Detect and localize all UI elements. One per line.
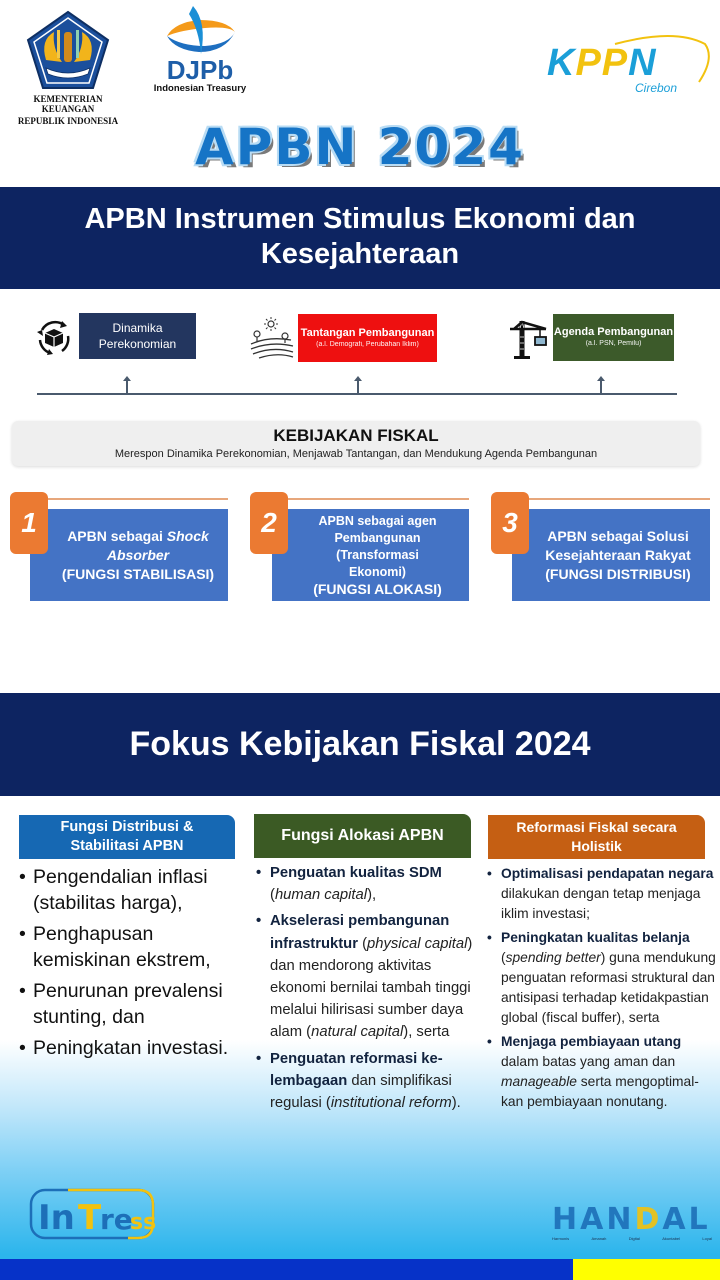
card2-accent-line [272, 498, 469, 500]
timeline-agenda-pembangunan: Agenda Pembangunan (a.l. PSN, Pemilu) [553, 314, 674, 361]
function-number-3: 3 [491, 492, 529, 554]
list-item: • Penghapusan kemiskinan ekstrem, [19, 921, 244, 973]
column-header-distribusi-stabilitasi: Fungsi Distribusi & Stabilitasi APBN [19, 815, 235, 859]
kemenkeu-emblem-icon [26, 10, 110, 92]
kppn-logo [545, 30, 715, 100]
timeline-arrow-3 [600, 378, 602, 394]
card3-accent-line [512, 498, 710, 500]
handal-logo: HANDAL Harmonis Amanah Digital Akuntabel Loyal [552, 1202, 712, 1241]
function-card-stabilisasi: APBN sebagai Shock Absorber (FUNGSI STABILISASI) [30, 509, 228, 601]
kemenkeu-logo [8, 10, 128, 126]
column-header-alokasi: Fungsi Alokasi APBN [254, 814, 471, 858]
list-item: • Penurunan prevalensi stunting, dan [19, 978, 244, 1030]
list-item: • Penguatan kualitas SDM (human capital), [256, 862, 484, 906]
list-item: • Peningkatan kualitas belanja (spending better) guna mendukung penguatan reformasi struktural dan antisipasi terhadap ketidakpastian global (fiscal buffer), serta [487, 928, 719, 1028]
list-item: • Penguatan reformasi ke-lembagaan dan simplifikasi regulasi (institutional reform). [256, 1048, 484, 1115]
function-number-1: 1 [10, 492, 48, 554]
kemenkeu-label-line1: KEMENTERIAN KEUANGAN [33, 94, 103, 114]
svg-text:re: re [100, 1203, 133, 1236]
kebijakan-fiskal-box [12, 421, 700, 466]
svg-text:In: In [38, 1198, 75, 1238]
djpb-swoosh-icon [155, 6, 245, 56]
djpb-name: DJPb [166, 55, 234, 85]
footer-yellow-bar [573, 1259, 720, 1280]
timeline-arrow-1 [126, 378, 128, 394]
landscape-sun-icon [249, 316, 295, 360]
section1-banner: APBN Instrumen Stimulus Ekonomi dan Kesejahteraan [0, 187, 720, 289]
djpb-tagline: Indonesian Treasury [153, 83, 247, 94]
timeline-tantangan-pembangunan: Tantangan Pembangunan (a.l. Demografi, Perubahan Iklim) [298, 314, 437, 362]
kppn-wordmark: KPPN [547, 42, 657, 84]
page-title: APBN 2024 [195, 118, 525, 176]
list-item: • Optimalisasi pendapatan negara dilakukan dengan tetap menjaga iklim investasi; [487, 864, 719, 924]
svg-text:T: T [78, 1198, 102, 1238]
intress-logo [28, 1187, 156, 1241]
function-card-alokasi: APBN sebagai agen Pembangunan (Transformasi Ekonomi) (FUNGSI ALOKASI) [272, 509, 469, 601]
function-number-2: 2 [250, 492, 288, 554]
kppn-city: Cirebon [635, 81, 678, 95]
kemenkeu-label-line2: REPUBLIK INDONESIA [17, 116, 119, 126]
footer-blue-bar [0, 1259, 573, 1280]
timeline-dinamika-perekonomian: Dinamika Perekonomian [79, 313, 196, 359]
column-list-reformasi-fiskal [487, 864, 719, 1116]
card1-accent-line [30, 498, 228, 500]
list-item: • Akselerasi pembangunan infrastruktur (physical capital) dan mendorong aktivitas ekonomi bernilai tambah tinggi melalui hilirisasi sumber daya alam (natural capital), serta [256, 910, 484, 1043]
box-cycle-icon [34, 318, 74, 358]
list-item: • Menjaga pembiayaan utang dalam batas yang aman dan manageable serta mengoptimal-kan pembiayaan nonutang. [487, 1032, 719, 1112]
column-list-distribusi-stabilitasi [19, 864, 244, 1066]
svg-text:ss: ss [130, 1210, 156, 1235]
djpb-logo [150, 6, 250, 94]
timeline-arrow-2 [357, 378, 359, 394]
column-header-reformasi-fiskal: Reformasi Fiskal secara Holistik [488, 815, 705, 859]
kebijakan-fiskal-subtitle: Merespon Dinamika Perekonomian, Menjawab Tantangan, dan Mendukung Agenda Pembangunan [114, 448, 598, 460]
function-card-distribusi: APBN sebagai Solusi Kesejahteraan Rakyat (FUNGSI DISTRIBUSI) [512, 509, 710, 601]
kebijakan-fiskal-title: KEBIJAKAN FISKAL [273, 426, 439, 445]
list-item: • Pengendalian inflasi (stabilitas harga), [19, 864, 244, 916]
crane-icon [508, 319, 550, 361]
handal-tags: Harmonis Amanah Digital Akuntabel Loyal [552, 1236, 712, 1241]
column-list-alokasi [256, 862, 484, 1118]
list-item: • Peningkatan investasi. [19, 1035, 244, 1061]
section2-banner: Fokus Kebijakan Fiskal 2024 [0, 693, 720, 796]
